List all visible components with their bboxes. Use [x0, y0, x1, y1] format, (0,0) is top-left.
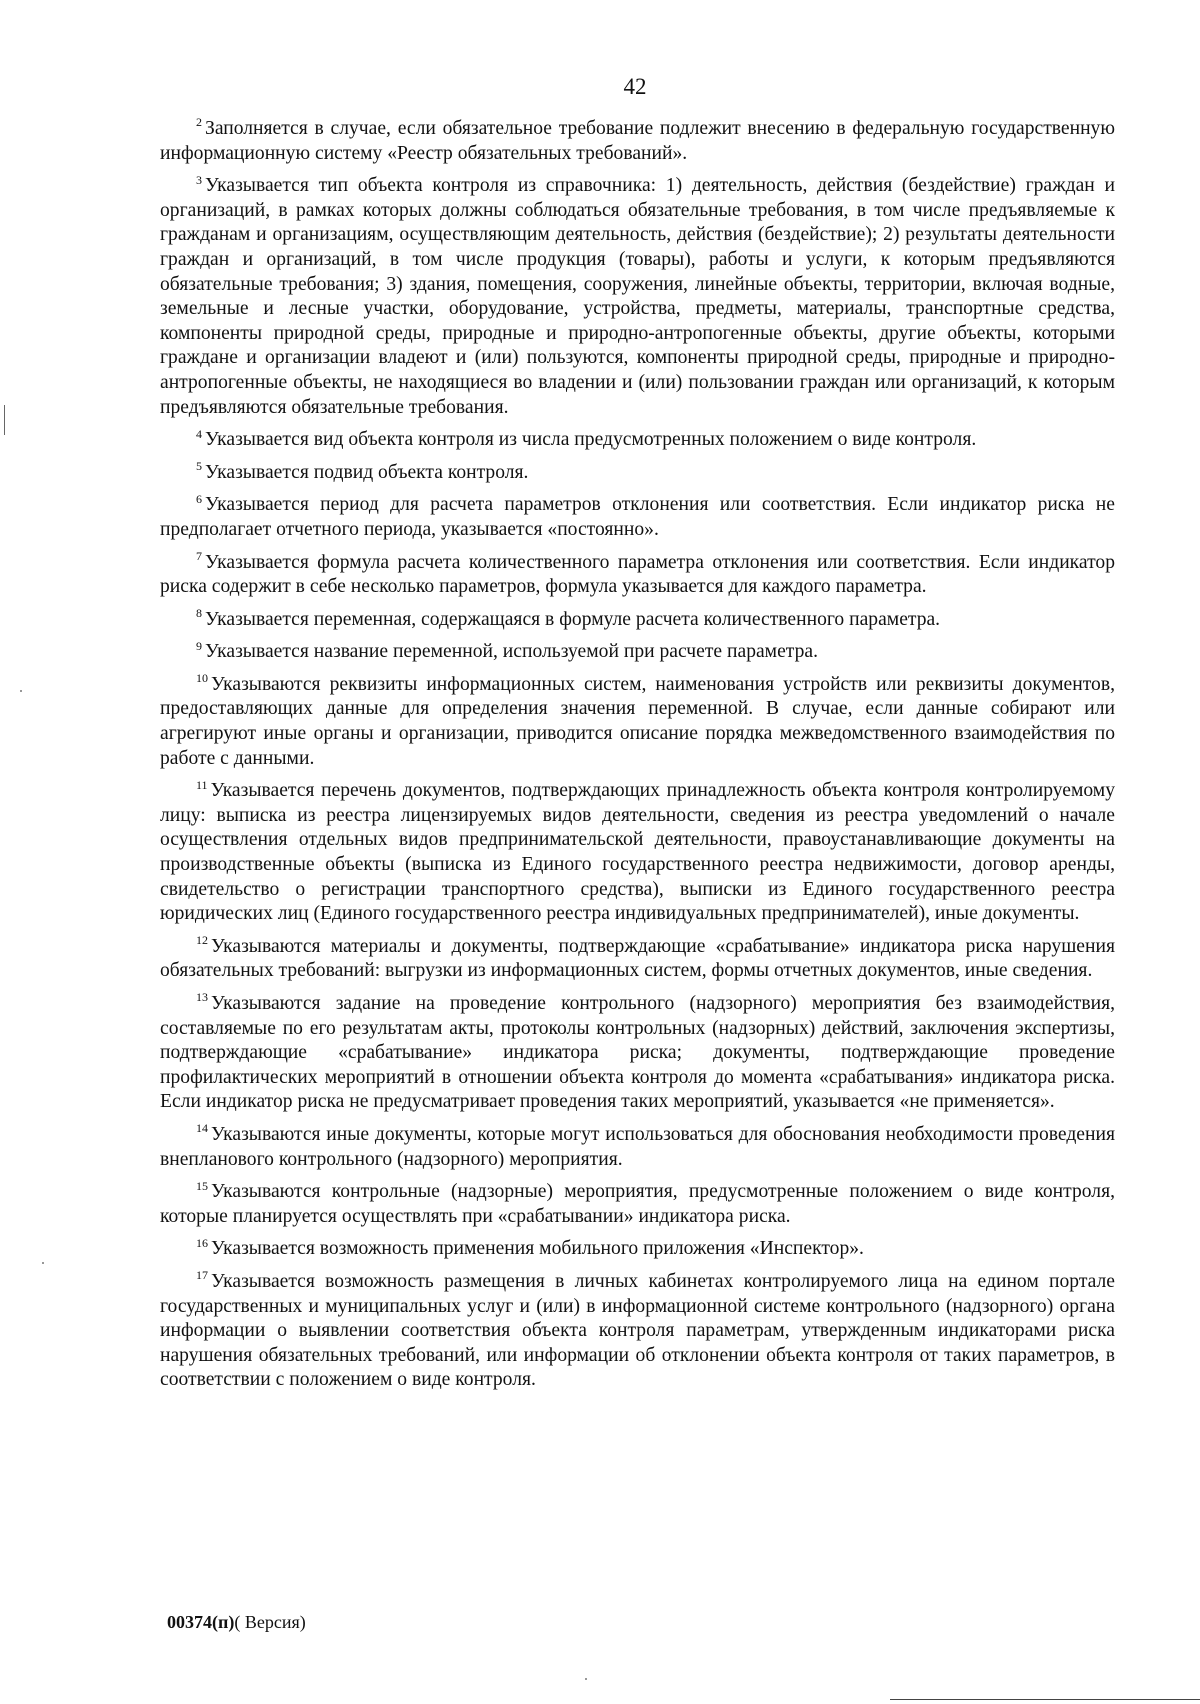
footnote-text: Указывается перечень документов, подтверждающих принадлежность объекта контроля контролируемому лицу: выписка из реестра лицензируемых видов деятельности, сведения из реестра уведомлений о начале осуществления отдельных видов предпринимательской деятельности, правоустанавливающие документы на производственные объекты (выписка из Единого государственного реестра недвижимости, договор аренды, свидетельство о регистрации транспортного средства), выписки из Единого государственного реестра юридических лиц (Единого государственного реестра индивидуальных предпринимателей), иные документы. [160, 780, 1115, 925]
footnote-text: Указывается вид объекта контроля из числа предусмотренных положением о виде контроля. [205, 429, 977, 451]
footnote-number: 15 [196, 1178, 208, 1193]
footnote-6 [160, 493, 1115, 542]
footnote-number: 4 [196, 426, 202, 441]
scan-speck [585, 1678, 587, 1680]
footnote-number: 13 [196, 990, 208, 1005]
footnote-number: 3 [196, 172, 202, 187]
footnote-text: Указывается период для расчета параметров отклонения или соответствия. Если индикатор риска не предполагает отчетного периода, указывается «постоянно». [160, 494, 1115, 540]
footnote-7 [160, 548, 1115, 600]
footnote-text: Указываются материалы и документы, подтверждающие «срабатывание» индикатора риска нарушения обязательных требований: выгрузки из информационных систем, формы отчетных документов, иные сведения. [160, 935, 1115, 982]
footnote-number: 14 [196, 1121, 208, 1136]
footnote-15 [160, 1180, 1115, 1229]
footnote-17 [160, 1270, 1115, 1393]
footnote-number: 16 [196, 1235, 208, 1250]
page-number: 42 [623, 74, 647, 99]
footnote-9 [160, 640, 1115, 665]
footnote-number: 6 [196, 491, 202, 506]
footnote-8 [160, 608, 1115, 633]
scan-speck [20, 690, 22, 692]
footnote-10 [160, 673, 1115, 771]
footnote-3 [160, 174, 1115, 420]
footnote-text: Заполняется в случае, если обязательное требование подлежит внесению в федеральную государственную информационную систему «Реестр обязательных требований». [160, 118, 1115, 164]
footnote-4 [160, 428, 1115, 453]
footnote-text: Указывается формула расчета количественного параметра отклонения или соответствия. Если индикатор риска содержит в себе несколько параметров, формула указывается для каждого параметра. [160, 551, 1115, 598]
footnote-text: Указываются иные документы, которые могут использоваться для обоснования необходимости проведения внепланового контрольного (надзорного) мероприятия. [160, 1123, 1115, 1170]
footnote-number: 12 [196, 933, 208, 948]
footnote-number: 2 [196, 115, 202, 130]
footnote-text: Указываются задание на проведение контрольного (надзорного) мероприятия без взаимодействия, составляемые по его результатам акты, протоколы контрольных (надзорных) действий, заключения экспертизы, подтверждающие «срабатывание» индикатора риска; документы, подтверждающие проведение профилактических мероприятий в отношении объекта контроля до момента «срабатывания» индикатора риска. Если индикатор риска не предусматривает проведения таких мероприятий, указывается «не применяется». [160, 993, 1115, 1113]
document-code [167, 1612, 306, 1633]
footnote-number: 5 [196, 459, 202, 474]
footnote-text: Указывается возможность применения мобильного приложения «Инспектор». [211, 1238, 864, 1260]
scan-corner-line [890, 1699, 1200, 1700]
footnote-number: 8 [196, 606, 202, 621]
footnote-text: Указывается тип объекта контроля из справочника: 1) деятельность, действия (бездействие) граждан и организаций, в рамках которых должны соблюдаться обязательные требования, в том числе предъявляемые к гражданам и организациям, осуществляющим деятельность, действия (бездействие); 2) результаты деятельности граждан и организаций, в том числе продукция (товары), работы и услуги, к которым предъявляются обязательные требования; 3) здания, помещения, сооружения, линейные объекты, территории, включая водные, земельные и лесные участки, оборудование, устройства, предметы, материалы, транспортные средства, компоненты природной среды, природные и природно-антропогенные объекты, другие объекты, которыми граждане и организации владеют и (или) пользуются, компоненты природной среды, природные и природно-антропогенные объекты, не находящиеся во владении и (или) пользовании граждан или организаций, к которым предъявляются обязательные требования. [160, 175, 1115, 418]
footnote-14 [160, 1123, 1115, 1172]
footnote-5 [160, 461, 1115, 486]
footnotes-list [160, 117, 1115, 1401]
footnote-text: Указывается название переменной, используемой при расчете параметра. [205, 641, 818, 663]
footnote-number: 10 [196, 671, 208, 686]
footnote-11 [160, 779, 1115, 927]
footnote-2 [160, 117, 1115, 166]
footnote-13 [160, 992, 1115, 1115]
footnote-16 [160, 1237, 1115, 1262]
footnote-number: 7 [196, 548, 202, 563]
footnote-number: 17 [196, 1268, 208, 1283]
footnote-number: 11 [196, 777, 208, 792]
footnote-number: 9 [196, 638, 202, 653]
scan-speck [42, 1262, 44, 1264]
document-code-number: 00374(п) [167, 1612, 235, 1632]
footnote-text: Указывается переменная, содержащаяся в формуле расчета количественного параметра. [205, 608, 941, 630]
document-version: ( Версия) [234, 1612, 306, 1632]
footnote-12 [160, 935, 1115, 984]
scan-edge-mark [4, 405, 5, 435]
footnote-text: Указывается подвид объекта контроля. [205, 461, 529, 483]
footnote-text: Указываются контрольные (надзорные) мероприятия, предусмотренные положением о виде контроля, которые планируется осуществлять при «срабатывании» индикатора риска. [160, 1181, 1115, 1227]
footnote-text: Указывается возможность размещения в личных кабинетах контролируемого лица на едином портале государственных и муниципальных услуг и (или) в информационной системе контрольного (надзорного) органа информации о выявлении соответствия объекта контроля параметрам, утвержденным индикаторами риска нарушения обязательных требований, или информации об отклонении объекта контроля от таких параметров, в соответствии с положением о виде контроля. [160, 1270, 1115, 1391]
footnote-text: Указываются реквизиты информационных систем, наименования устройств или реквизиты документов, предоставляющих данные для определения значения переменной. В случае, если данные собирают или агрегируют иные органы и организации, приводится описание порядка межведомственного взаимодействия по работе с данными. [160, 673, 1115, 769]
